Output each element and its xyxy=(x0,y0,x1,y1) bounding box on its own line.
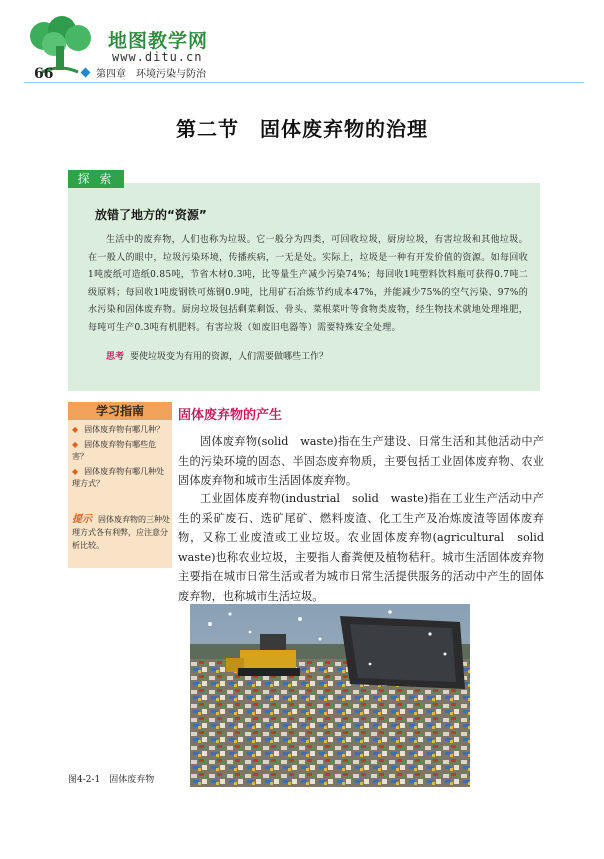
study-guide-title: 学习指南 xyxy=(68,402,172,420)
page-number: 66 xyxy=(34,66,54,82)
section-title: 第二节 固体废弃物的治理 xyxy=(176,117,428,141)
study-guide-item xyxy=(72,424,170,437)
chapter-label: 第四章 环境污染与防治 xyxy=(96,69,206,80)
hint-label: 提示 xyxy=(72,514,92,525)
explore-tag: 探 索 xyxy=(68,170,124,188)
diamond-bullet-icon: ◆ xyxy=(72,439,79,449)
hint-text: 固体废弃物的三种处理方式各有利弊，应注意分析比较。 xyxy=(72,515,170,550)
think-label: 思考 xyxy=(106,352,125,362)
study-guide-item-text: 固体废弃物有哪些危害？ xyxy=(72,439,157,461)
study-guide-item xyxy=(72,439,170,464)
paragraph-1: 固体废弃物(solid waste)指在生产建设、日常生活和其他活动中产生的污染环境的固态、半固态废弃物质，主要包括工业固体废弃物、农业固体废弃物和城市生活固体废弃物。 xyxy=(178,435,544,488)
diamond-bullet-icon: ◆ xyxy=(72,425,79,434)
study-guide-item-text: 固体废弃物有哪几种？ xyxy=(84,425,165,434)
study-guide-list xyxy=(72,424,170,493)
think-text: 要使垃圾变为有用的资源，人们需要做哪些工作？ xyxy=(130,352,329,362)
diamond-bullet-icon: ◆ xyxy=(72,466,79,476)
landfill-photo xyxy=(190,604,470,787)
subsection-heading: 固体废弃物的产生 xyxy=(178,408,283,423)
site-title: 地图教学网 xyxy=(108,30,209,52)
explore-heading: 放错了地方的“资源” xyxy=(95,208,207,222)
study-guide-item xyxy=(72,466,170,491)
explore-body: 生活中的废弃物，人们也称为垃圾。它一般分为四类，可回收垃圾，厨房垃圾，有害垃圾和其他垃圾。在一般人的眼中，垃圾污染环境，传播疾病，一无是处。实际上，垃圾是一种有开发价值的资源。如每回收1吨废纸可造纸0.85吨，节省木材0.3吨，比等量生产减少污染74%；每回收1吨塑料饮料瓶可获得0.7吨二级原料；每回收1吨废钢铁可炼钢0.9吨，比用矿石冶炼节约成本47%，并能减少75%的空气污染、97%的水污染和固体废弃物。厨房垃圾包括剩菜剩饭、骨头、菜根菜叶等食物类废物，经生物技术就地处理堆肥，每吨可生产0.3吨有机肥料。有害垃圾（如废旧电器等）需要特殊安全处理。 xyxy=(88,235,528,333)
site-url: www.ditu.cn xyxy=(112,50,203,64)
study-guide-hint xyxy=(72,513,170,552)
header-divider xyxy=(24,82,584,83)
figure-caption: 图4-2-1 固体废弃物 xyxy=(68,775,155,785)
think-question xyxy=(106,349,328,362)
paragraph-2: 工业固体废弃物(industrial solid waste)指在工业生产活动中产生的采矿废石、选矿尾矿、燃料废渣、化工生产及冶炼废渣等固体废弃物，又称工业废渣或工业垃圾。农业固体废弃物(agricultural solid waste)也称农业垃圾，主要指人畜粪便及植物秸秆。城市生活固体废弃物主要指在城市日常生活或者为城市日常生活提供服务的活动中产生的固体废弃物，也称城市生活垃圾。 xyxy=(178,492,556,603)
study-guide-item-text: 固体废弃物有哪几种处理方式？ xyxy=(72,466,165,488)
